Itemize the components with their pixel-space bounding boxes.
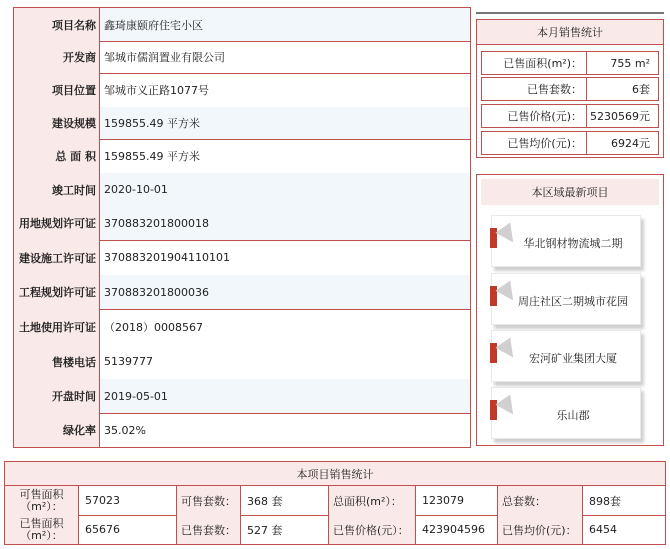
monthly-row-avg-price (481, 131, 659, 155)
project-card[interactable] (491, 273, 641, 325)
monthly-sales-title: 本月销售统计 (477, 20, 663, 45)
info-value: 370883201800018 (100, 206, 470, 240)
info-row-name (14, 8, 470, 42)
info-value: 邹城市义正路1077号 (104, 84, 209, 97)
stat-value: 368 套 (241, 486, 329, 515)
info-label: 绿化率 (14, 413, 100, 447)
stat-label: 已售价格(元）： (329, 515, 416, 544)
monthly-row-area (481, 51, 659, 75)
stat-label: 总面积(m²）： (329, 486, 416, 515)
project-link[interactable]: 乐山郡 (556, 409, 590, 422)
stat-label: 总套数： (498, 486, 583, 515)
project-info-table (13, 7, 471, 448)
info-label: 土地使用许可证 (14, 309, 100, 344)
info-row-engineering-permit (14, 275, 470, 310)
info-value: 370883201800036 (100, 275, 470, 309)
stat-label: 已售套数： (482, 78, 587, 100)
info-value: 鑫琦康颐府住宅小区 (100, 8, 470, 41)
info-label: 建设规模 (14, 107, 100, 139)
info-row-total-area (14, 139, 470, 174)
info-label: 工程规划许可证 (14, 275, 100, 309)
project-card[interactable] (491, 330, 641, 382)
stat-label: 已售均价(元)： (498, 515, 583, 544)
info-row-developer (14, 41, 470, 74)
info-row-construction-permit (14, 240, 470, 276)
monthly-row-units (481, 77, 659, 101)
stat-value: 5230569元 (590, 110, 650, 123)
stat-label: 已售均价(元)： (482, 132, 587, 154)
stat-value: 65676 (79, 515, 177, 544)
info-value: 370883201904110101 (104, 251, 230, 264)
stat-value: 57023 (79, 486, 177, 515)
latest-projects-title: 本区域最新项目 (481, 179, 659, 205)
info-label: 用地规划许可证 (14, 206, 100, 240)
project-card[interactable] (491, 215, 641, 267)
info-value: 159855.49 平方米 (104, 150, 200, 163)
info-row-opening (14, 379, 470, 414)
stat-value: 6套 (632, 83, 650, 96)
monthly-row-price (481, 104, 659, 128)
stat-value: 423904596 (416, 515, 498, 544)
info-label: 总 面 积 (14, 139, 100, 173)
project-card[interactable] (491, 387, 641, 439)
info-row-sales-phone (14, 344, 470, 380)
info-row-scale (14, 107, 470, 140)
stat-label: 可售套数： (177, 486, 241, 515)
project-link[interactable]: 宏河矿业集团大厦 (529, 352, 617, 365)
project-link[interactable]: 华北钢材物流城二期 (523, 237, 623, 250)
header-divider (476, 12, 664, 14)
info-value: 2019-05-01 (100, 379, 470, 413)
project-sales-title: 本项目销售统计 (5, 462, 665, 486)
info-row-green-rate (14, 413, 470, 447)
info-value: 159855.49 平方米 (100, 107, 470, 139)
info-value: 5139777 (104, 355, 153, 368)
project-sales-row (5, 515, 665, 544)
info-label: 售楼电话 (14, 344, 100, 379)
info-label: 竣工时间 (14, 173, 100, 206)
stat-value: 898套 (589, 494, 621, 508)
info-label: 项目名称 (14, 8, 100, 41)
monthly-sales-panel (476, 19, 664, 158)
stat-label: 可售面积（m²）： (5, 486, 79, 515)
info-label: 项目位置 (14, 73, 100, 107)
info-label: 开发商 (14, 41, 100, 73)
info-row-land-plan-permit (14, 206, 470, 241)
stat-value: 6924元 (611, 137, 650, 150)
info-label: 开盘时间 (14, 379, 100, 413)
stat-value: 527 套 (241, 515, 329, 544)
info-row-completion (14, 173, 470, 207)
info-value: 2020-10-01 (100, 173, 470, 206)
stat-label: 已售面积（m²）： (5, 515, 79, 544)
info-value: 35.02% (104, 423, 146, 437)
info-label: 建设施工许可证 (14, 240, 100, 275)
stat-value: 6454 (589, 523, 617, 536)
info-row-location (14, 73, 470, 108)
project-sales-row (5, 486, 665, 516)
stat-label: 已售价格(元)： (482, 105, 587, 127)
info-value: （2018）0008567 (104, 320, 203, 334)
stat-value: 755 m² (610, 56, 650, 70)
info-value: 邹城市儒润置业有限公司 (104, 51, 225, 64)
latest-projects-panel (476, 174, 664, 446)
project-link[interactable]: 周庄社区二期城市花园 (518, 295, 628, 308)
stat-label: 已售面积(m²)： (482, 52, 587, 74)
info-row-land-use-permit (14, 309, 470, 344)
project-sales-panel (4, 461, 666, 545)
stat-label: 已售套数： (177, 515, 241, 544)
stat-value: 123079 (416, 486, 498, 515)
